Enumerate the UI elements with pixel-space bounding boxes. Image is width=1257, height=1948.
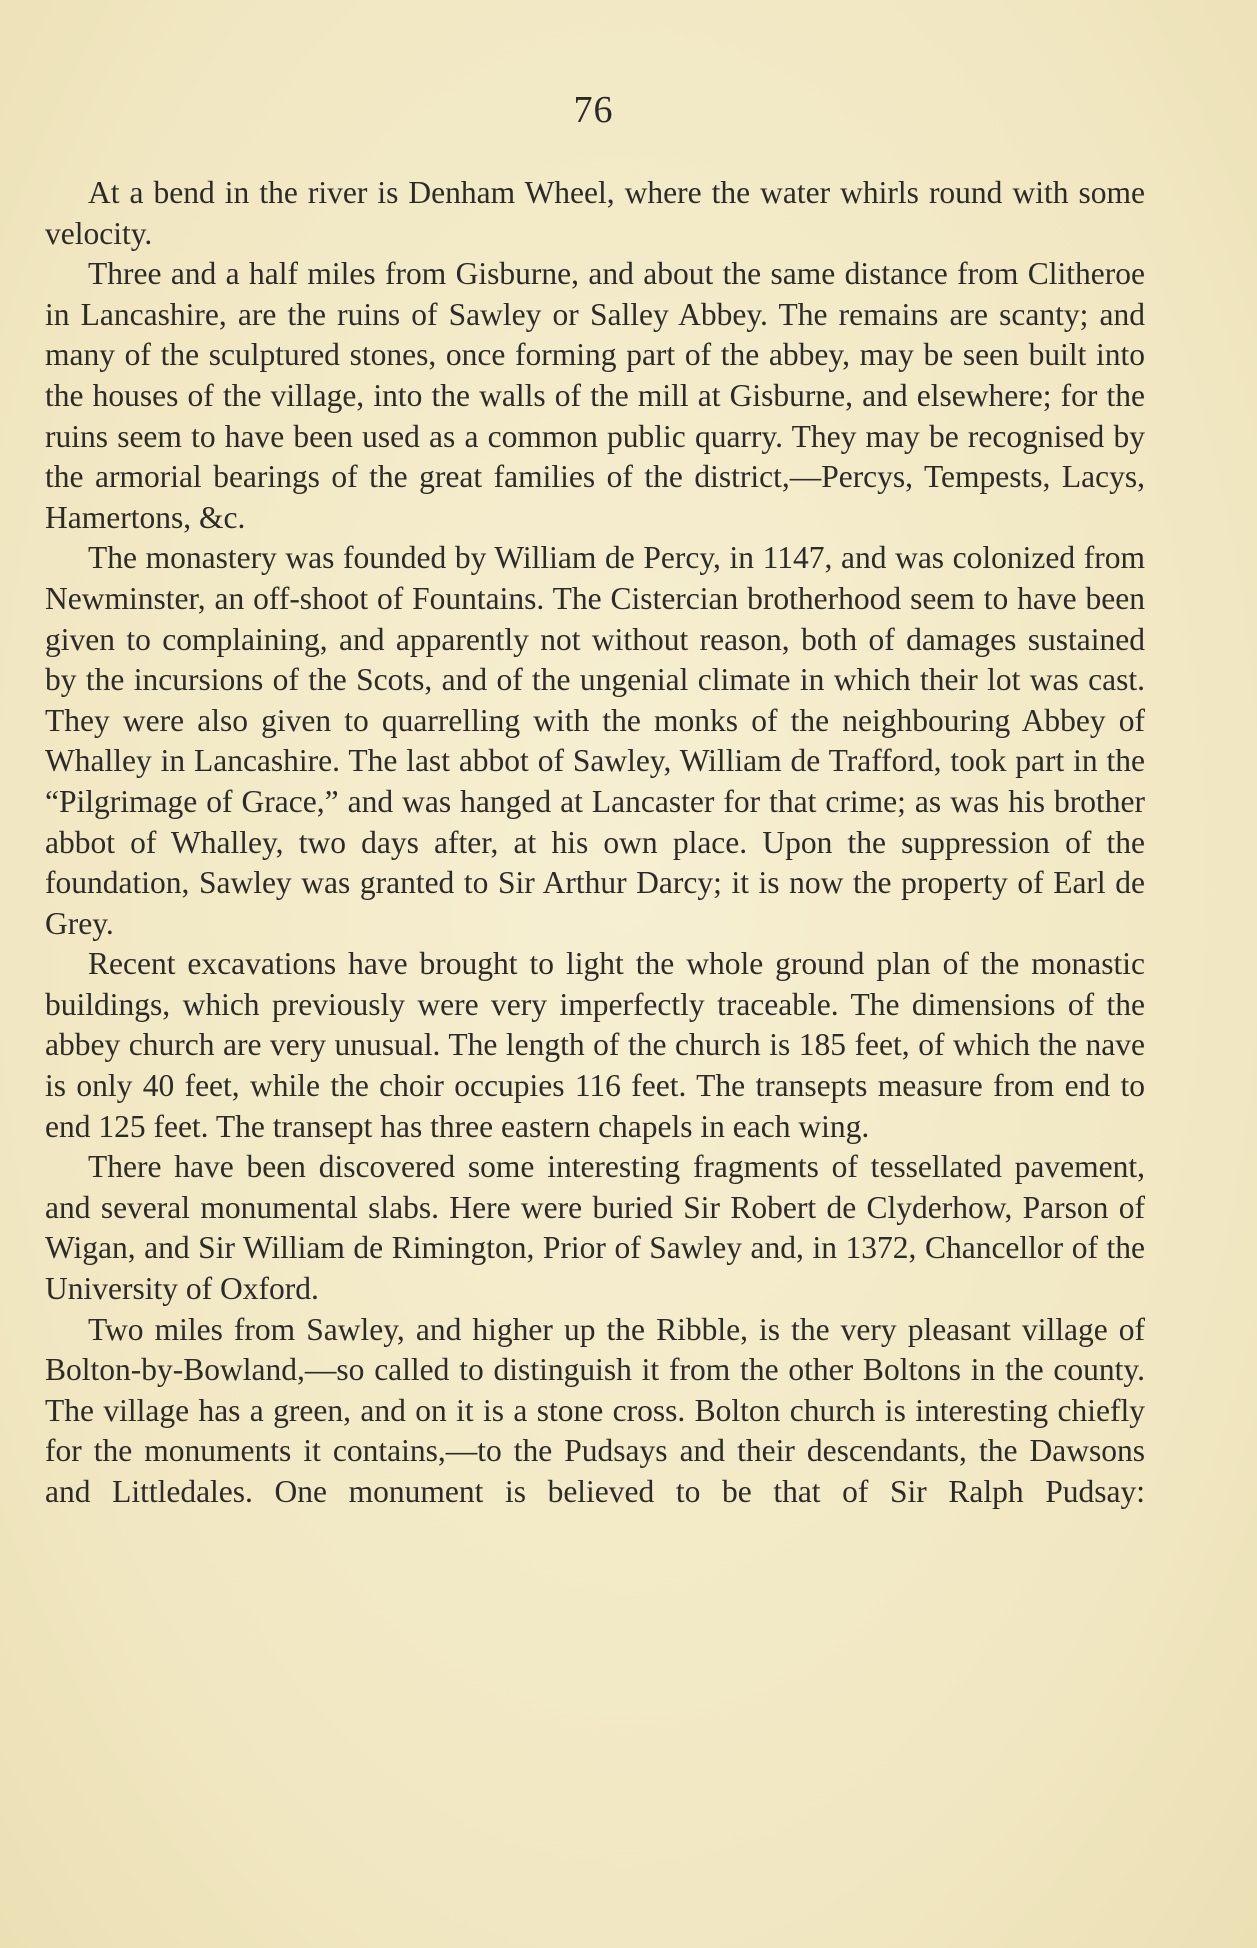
paragraph-monastery-founding: The monastery was founded by William de Percy, in 1147, and was colonized from Newminster, an off-shoot of Fountains. The Cistercian brotherhood seem to have been given to complaining, and apparently not without reason, both of damages sustained by the incursions of the Scots, and of the ungenial climate in which their lot was cast. They were also given to quarrelling with the monks of the neighbouring Abbey of Whalley in Lancashire. The last abbot of Sawley, William de Trafford, took part in the “Pilgrimage of Grace,” and was hanged at Lancaster for that crime; as was his brother abbot of Whalley, two days after, at his own place. Upon the suppression of the foundation, Sawley was granted to Sir Arthur Darcy; it is now the property of Earl de Grey.	[45, 540, 1145, 941]
paragraph-excavations: Recent excavations have brought to light the whole ground plan of the monastic buildings, which previously were very imperfectly traceable. The dimensions of the abbey church are very unusual. The length of the church is 185 feet, of which the nave is only 40 feet, while the choir occupies 116 feet. The transepts measure from end to end 125 feet. The transept has three eastern chapels in each wing.	[45, 946, 1145, 1144]
paragraph-sawley-abbey-ruins: Three and a half miles from Gisburne, and about the same distance from Clitheroe in Lancashire, are the ruins of Sawley or Salley Abbey. The remains are scanty; and many of the sculptured stones, once forming part of the abbey, may be seen built into the houses of the village, into the walls of the mill at Gisburne, and elsewhere; for the ruins seem to have been used as a common public quarry. They may be recognised by the armorial bearings of the great families of the district,—Percys, Tempests, Lacys, Hamertons, &c.	[45, 256, 1145, 535]
paragraph-denham-wheel: At a bend in the river is Denham Wheel, where the water whirls round with some velocity.	[45, 175, 1145, 251]
paragraph-pavement-slabs: There have been discovered some interesting fragments of tessellated pavement, and several monumental slabs. Here were buried Sir Robert de Clyderhow, Parson of Wigan, and Sir William de Rimington, Prior of Sawley and, in 1372, Chancellor of the University of Oxford.	[45, 1149, 1145, 1307]
page-number: 76	[573, 89, 614, 131]
body-text	[45, 173, 1145, 1513]
paragraph-bolton-by-bowland: Two miles from Sawley, and higher up the Ribble, is the very pleasant village of Bolton-by-Bowland,—so called to distinguish it from the other Boltons in the county. The village has a green, and on it is a stone cross. Bolton church is interesting chiefly for the monuments it contains,—to the Pudsays and their descendants, the Dawsons and Littledales. One monument is believed to be that of Sir Ralph Pudsay:	[45, 1311, 1145, 1509]
